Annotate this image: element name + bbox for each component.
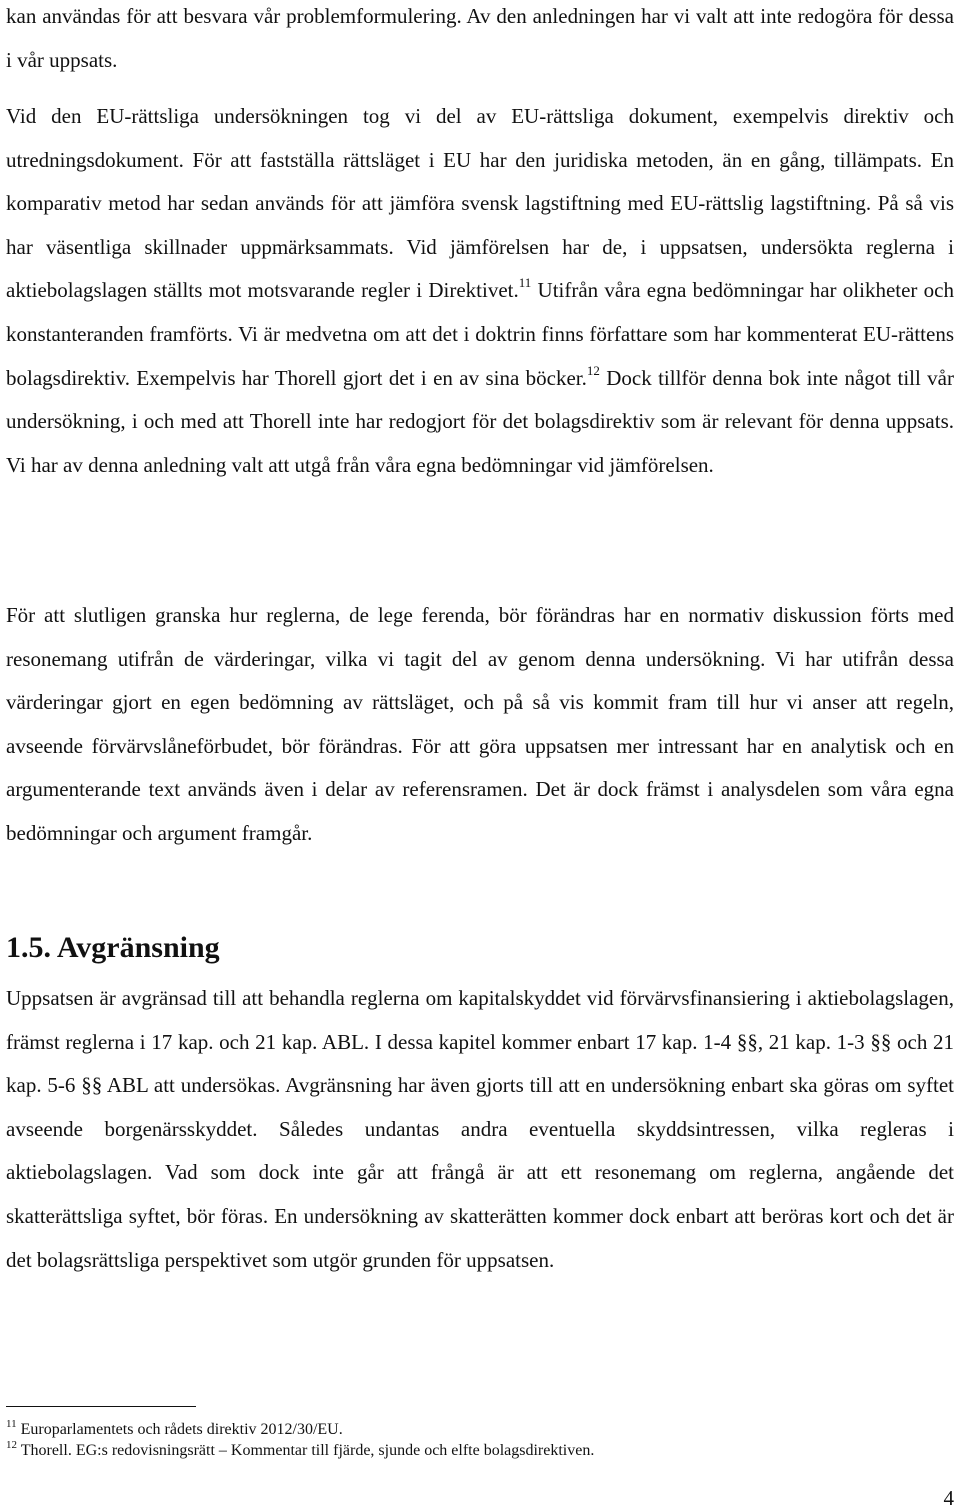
footnote-ref-12[interactable]: 12 (586, 362, 600, 378)
paragraph-eu-method-part1: Vid den EU-rättsliga undersökningen tog vi del av EU-rättsliga dokument, exempelvis direktiv och utredningsdokument. För att fastställa rättsläget i EU har den juridiska metoden, än en gång, tillämpats. En komparativ metod har sedan används för att jämföra svensk lagstiftning med EU-rättslig lagstiftning. På så vis har väsentliga skillnader uppmärksammats. Vid jämförelsen har de, i uppsatsen, undersökta reglerna i aktiebolagslagen ställts mot motsvarande regler i Direktivet. (6, 104, 954, 303)
paragraph-normative: För att slutligen granska hur reglerna, de lege ferenda, bör förändras har en normativ diskussion förts med resonemang utifrån de värderingar, vilka vi tagit del av genom denna undersökning. Vi har utifrån dessa värderingar gjort en egen bedömning av rättsläget, och på så vis kommit fram till hur vi anser att regeln, avseende förvärvslåneförbudet, bör förändras. För att göra uppsatsen mer intressant har en analytisk och en argumenterande text används även i delar av referensramen. Det är dock främst i analysdelen som våra egna bedömningar och argument framgår. (6, 603, 954, 845)
footnote-number: 12 (6, 1438, 17, 1451)
footnote-12 (6, 1438, 595, 1461)
footnote-number: 11 (6, 1417, 17, 1430)
footnote-separator (6, 1406, 196, 1407)
paragraph-eu-method-part2: Utifrån våra egna bedömningar har olikheter och konstanteranden framförts. Vi är medvetna om att det i doktrin finns författare som har kommenterat EU-rättens bolagsdirektiv. Exempelvis har Thorell gjort det i en av sina böcker. (6, 278, 954, 390)
paragraph-delimitation: Uppsatsen är avgränsad till att behandla reglerna om kapitalskyddet vid förvärvsfinansiering i aktiebolagslagen, främst reglerna i 17 kap. och 21 kap. ABL. I dessa kapitel kommer enbart 17 kap. 1-4 §§, 21 kap. 1-3 §§ och 21 kap. 5-6 §§ ABL att undersökas. Avgränsning har även gjorts till att en undersökning enbart ska göras om syftet avseende borgenärsskyddet. Således undantas andra eventuella skyddsintressen, vilka regleras i aktiebolagslagen. Vad som dock inte går att frångå är att ett resonemang om reglerna, angående det skatterättsliga syftet, bör föras. En undersökning av skatterätten kommer dock enbart att beröras kort och det är det bolagsrättsliga perspektivet som utgör grunden för uppsatsen. (6, 986, 954, 1272)
footnote-ref-11[interactable]: 11 (518, 275, 532, 291)
page-number: 4 (943, 1486, 954, 1510)
footnote-11 (6, 1417, 343, 1440)
paragraph-eu-method (6, 95, 954, 487)
footnote-text: Thorell. EG:s redovisningsrätt – Kommentar till fjärde, sjunde och elfte bolagsdirektiven. (20, 1442, 595, 1459)
section-heading: 1.5. Avgränsning (6, 931, 220, 964)
footnote-text: Europarlamentets och rådets direktiv 2012/30/EU. (20, 1421, 343, 1438)
paragraph-eu-method-part3: Dock tillför denna bok inte något till vår undersökning, i och med att Thorell inte har redogjort för det bolagsdirektiv som är relevant för denna uppsats. Vi har av denna anledning valt att utgå från våra egna bedömningar vid jämförelsen. (6, 365, 954, 477)
paragraph-intro-continuation: kan användas för att besvara vår problemformulering. Av den anledningen har vi valt att inte redogöra för dessa i vår uppsats. (6, 4, 954, 72)
